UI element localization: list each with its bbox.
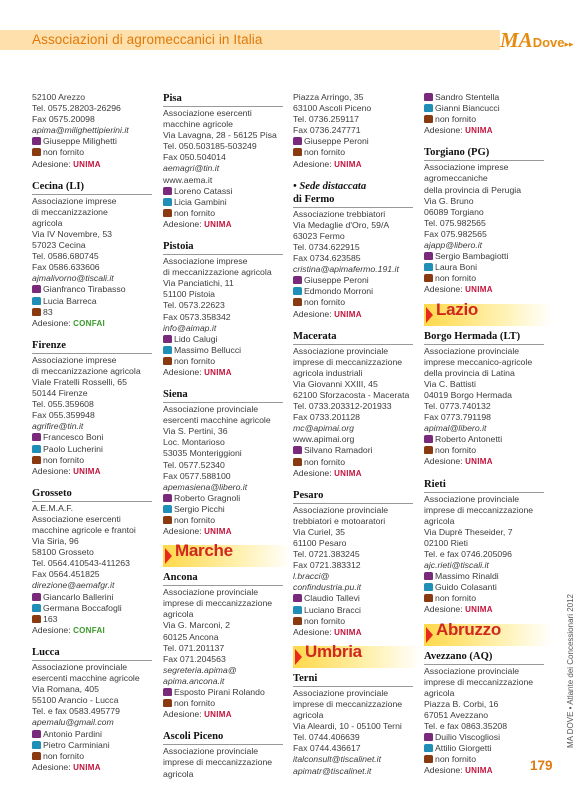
membership: Adesione: UNIMA <box>32 761 101 772</box>
president-icon <box>32 285 41 293</box>
phone-line: Tel. 0575.28203-26296 <box>32 103 121 114</box>
hectares-icon <box>163 699 172 707</box>
hectares-icon <box>424 755 433 763</box>
hectares-icon <box>32 456 41 464</box>
website-link[interactable]: www.apimai.org <box>293 434 355 445</box>
entry-heading: Macerata <box>293 330 413 345</box>
secretary-icon <box>32 297 41 305</box>
secretary-icon <box>424 104 433 112</box>
region-title: Lazio <box>436 299 478 319</box>
fax-line: Fax 0575.20098 <box>32 114 95 125</box>
president-icon <box>424 572 433 580</box>
email-link[interactable]: l.bracci@ <box>293 571 330 582</box>
secretary-icon <box>32 741 41 749</box>
email-link[interactable]: ajc.rieti@tiscali.it <box>424 560 489 571</box>
entry-heading: Pisa <box>163 92 283 107</box>
hectares-icon <box>163 209 172 217</box>
members-count: non fornito <box>43 147 85 158</box>
hectares-icon <box>293 298 302 306</box>
email-link[interactable]: apima.ancona.it <box>163 675 225 686</box>
region-banner-abruzzo <box>424 619 544 646</box>
president-icon <box>293 137 302 145</box>
email-link[interactable]: mc@apimai.org <box>293 423 354 434</box>
email-link[interactable]: segreteria.apima@ <box>163 664 237 675</box>
email-link[interactable]: confindustria.pu.it <box>293 582 362 593</box>
region-arrow-icon <box>426 627 433 643</box>
membership: Adesione: UNIMA <box>163 218 232 229</box>
membership: Adesione: UNIMA <box>424 604 493 615</box>
email-link[interactable]: ajmalivorno@tiscali.it <box>32 273 114 284</box>
president-icon <box>163 688 172 696</box>
address-line: 52100 Arezzo <box>32 92 86 102</box>
secretary-icon <box>32 445 41 453</box>
column-4: Sandro Stentella Gianni Biancucci non fornito Adesione: UNIMA Torgiano (PG) Associazione imprese agromeccaniche della provincia di Perugia Via G. Bruno 06089 Torgiano Tel. 075.982565 Fax 075.982565 ajapp@libero.it Sergio Bambagiotti Laura Boni non fornito Adesione: UNIMA Lazio Borgo Hermada (LT) Associazione provinciale imprese meccanico-agricole della provincia di Latina Via C. Battisti 04019 Borgo Hermada Tel. 0773.740132 Fax 0773.791198 apimal@libero.it Roberto Antonetti non fornito Adesione: UNIMA Rieti Associazione provinciale imprese di meccanizzazione agricola Via Duprè Theseider, 7 02100 Rieti Tel. e fax 0746.205096 ajc.rieti@tiscali.it Massimo Rinaldi Guido Colasanti non fornito Adesione: UNIMA Abruzzo Avezzano (AQ) Associazione provinciale imprese di meccanizzazione agricola Piazza B. Corbi, 16 67051 Avezzano Tel. e fax 0863.35208 Duilio Viscogliosi Attilio Giorgetti non fornito Adesione: UNIMA <box>424 92 544 777</box>
president-icon <box>293 446 302 454</box>
region-banner-umbria <box>293 641 413 668</box>
region-title: Umbria <box>305 641 362 661</box>
membership: Adesione: UNIMA <box>424 456 493 467</box>
hectares-icon <box>163 516 172 524</box>
membership: Adesione: CONFAI <box>32 317 106 328</box>
membership: Adesione: UNIMA <box>424 284 493 295</box>
email-link[interactable]: cristina@apimafermo.191.it <box>293 264 399 275</box>
region-arrow-icon <box>295 649 302 665</box>
entry-heading: Rieti <box>424 478 544 493</box>
president-icon <box>32 433 41 441</box>
membership: Adesione: UNIMA <box>163 526 232 537</box>
president-icon <box>163 335 172 343</box>
email-link[interactable]: apemalu@gmail.com <box>32 717 114 728</box>
membership: Adesione: UNIMA <box>424 765 493 776</box>
entry-heading: Ancona <box>163 571 283 586</box>
logo-arrows-icon: ▸▸ <box>564 39 574 49</box>
page-number: 179 <box>530 758 553 773</box>
hectares-icon <box>293 148 302 156</box>
hectares-icon <box>32 615 41 623</box>
entry-heading: Torgiano (PG) <box>424 146 544 161</box>
entry-heading: di Fermo <box>293 193 413 208</box>
email-link[interactable]: apimal@libero.it <box>424 423 487 434</box>
entry-heading: Borgo Hermada (LT) <box>424 330 544 345</box>
president-icon <box>424 733 433 741</box>
membership: Adesione: UNIMA <box>293 626 362 637</box>
email-link[interactable]: apimatr@tiscalinet.it <box>293 765 372 776</box>
secretary-icon <box>163 505 172 513</box>
membership: Adesione: UNIMA <box>163 709 232 720</box>
president-icon <box>293 594 302 602</box>
entry-heading: • Sede distaccata <box>293 180 367 192</box>
page-title: Associazioni di agromeccanici in Italia <box>32 32 263 47</box>
membership: Adesione: UNIMA <box>293 467 362 478</box>
president-icon <box>293 276 302 284</box>
secretary-icon <box>424 744 433 752</box>
hectares-icon <box>424 594 433 602</box>
membership: Adesione: UNIMA <box>32 158 101 169</box>
president-name: Giuseppe Milighetti <box>43 136 117 147</box>
email-link[interactable]: direzione@aemafgr.it <box>32 580 115 591</box>
email-link[interactable]: apima@milighettipierini.it <box>32 125 129 136</box>
entry-heading: Firenze <box>32 339 152 354</box>
membership: Adesione: UNIMA <box>424 125 493 136</box>
logo-ma: MA <box>500 28 533 52</box>
entry-heading: Pistoia <box>163 240 283 255</box>
column-2: Pisa Associazione esercenti macchine agricole Via Lavagna, 28 - 56125 Pisa Tel. 050.503185-503249 Fax 050.504014 aemagri@tin.it www.aema.it Loreno Catassi Licia Gambini non fornito Adesione: UNIMA Pistoia Associazione imprese di meccanizzazione agricola Via Panciatichi, 11 51100 Pistoia Tel. 0573.22623 Fax 0573.358342 info@aimap.it Lido Calugi Massimo Bellucci non fornito Adesione: UNIMA Siena Associazione provinciale esercenti macchine agricole Via S. Pertini, 36 Loc. Montarioso 53035 Monteriggioni Tel. 0577.52340 Fax 0577.588100 apemasiena@libero.it Roberto Gragnoli Sergio Picchi non fornito Adesione: UNIMA Marche Ancona Associazione provinciale imprese di meccanizzazione agricola Via G. Marconi, 2 60125 Ancona Tel. 071.201137 Fax 071.204563 segreteria.apima@ apima.ancona.it Esposto Pirani Rolando non fornito Adesione: UNIMA Ascoli Piceno Associazione provinciale imprese di meccanizzazione agricola <box>163 92 283 780</box>
president-icon <box>163 187 172 195</box>
secretary-icon <box>293 606 302 614</box>
side-caption: MA DOVE • Atlante dei Concessionari 2012 <box>566 594 575 748</box>
hectares-icon <box>293 617 302 625</box>
secretary-icon <box>424 583 433 591</box>
entry-heading: Avezzano (AQ) <box>424 650 544 665</box>
entry-heading: Lucca <box>32 646 152 661</box>
logo-dove: Dove <box>532 35 565 50</box>
secretary-icon <box>32 604 41 612</box>
membership: Adesione: UNIMA <box>293 158 362 169</box>
region-banner-marche <box>163 541 283 567</box>
secretary-icon <box>163 346 172 354</box>
membership: Adesione: CONFAI <box>32 624 106 635</box>
president-icon <box>424 252 433 260</box>
president-icon <box>32 137 41 145</box>
hectares-icon <box>293 458 302 466</box>
email-link[interactable]: apemasiena@libero.it <box>163 481 248 492</box>
region-banner-lazio <box>424 299 544 326</box>
entry-heading: Grosseto <box>32 487 152 502</box>
entry-heading: Terni <box>293 672 413 687</box>
region-arrow-icon <box>165 548 172 564</box>
region-arrow-icon <box>426 307 433 323</box>
entry-heading: Cecina (LI) <box>32 180 152 195</box>
madove-logo <box>500 28 574 52</box>
hectares-icon <box>32 308 41 316</box>
region-title: Marche <box>175 541 233 561</box>
website-link[interactable]: www.aema.it <box>163 174 213 185</box>
president-icon <box>32 730 41 738</box>
hectares-icon <box>32 148 41 156</box>
entry-heading: Siena <box>163 388 283 403</box>
entry-heading: Ascoli Piceno <box>163 730 283 745</box>
email-link[interactable]: agrifire@tin.it <box>32 421 84 432</box>
president-icon <box>163 494 172 502</box>
hectares-icon <box>424 274 433 282</box>
hectares-icon <box>32 752 41 760</box>
hectares-icon <box>163 357 172 365</box>
email-link[interactable]: info@aimap.it <box>163 322 217 333</box>
hectares-icon <box>424 446 433 454</box>
hectares-icon <box>424 115 433 123</box>
email-link[interactable]: italconsult@tiscalinet.it <box>293 754 382 765</box>
region-title: Abruzzo <box>436 619 501 639</box>
entry-heading: Pesaro <box>293 489 413 504</box>
email-link[interactable]: aemagri@tin.it <box>163 163 220 174</box>
membership: Adesione: UNIMA <box>293 308 362 319</box>
page-header <box>0 30 588 54</box>
president-icon <box>424 93 433 101</box>
secretary-icon <box>293 287 302 295</box>
secretary-icon <box>424 263 433 271</box>
president-icon <box>424 435 433 443</box>
email-link[interactable]: ajapp@libero.it <box>424 240 483 251</box>
secretary-icon <box>163 198 172 206</box>
column-1: 52100 Arezzo Tel. 0575.28203-26296 Fax 0575.20098 apima@milighettipierini.it Giuseppe Milighetti non fornito Adesione: UNIMA Cecina (LI) Associazione imprese di meccanizzazione agricola Via IV Novembre, 53 57023 Cecina Tel. 0586.680745 Fax 0586.633606 ajmalivorno@tiscali.it Gianfranco Tirabasso Lucia Barreca 83 Adesione: CONFAI Firenze Associazione imprese di meccanizzazione agricola Viale Fratelli Rosselli, 65 50144 Firenze Tel. 055.359608 Fax 055.359948 agrifire@tin.it Francesco Boni Paolo Lucherini non fornito Adesione: UNIMA Grosseto A.E.M.A.F. Associazione esercenti macchine agricole e frantoi Via Siria, 96 58100 Grosseto Tel. 0564.410543-411263 Fax 0564.451825 direzione@aemafgr.it Giancarlo Ballerini Germana Boccafogli 163 Adesione: CONFAI Lucca Associazione provinciale esercenti macchine agricole Via Romana, 405 55100 Arancio - Lucca Tel. e fax 0583.495779 apemalu@gmail.com Antonio Pardini Pietro Carminiani non fornito Adesione: UNIMA <box>32 92 152 773</box>
membership: Adesione: UNIMA <box>163 366 232 377</box>
president-icon <box>32 593 41 601</box>
column-3: Piazza Arringo, 35 63100 Ascoli Piceno Tel. 0736.259117 Fax 0736.247771 Giuseppe Peroni non fornito Adesione: UNIMA • Sede distaccata di Fermo Associazione trebbiatori Via Medaglie d'Oro, 59/A 63023 Fermo Tel. 0734.622915 Fax 0734.623585 cristina@apimafermo.191.it Giuseppe Peroni Edmondo Morroni non fornito Adesione: UNIMA Macerata Associazione provinciale imprese di meccanizzazione agricola industriali Via Giovanni XXIII, 45 62100 Sforzacosta - Macerata Tel. 0733.203312-201933 Fax 0733.201128 mc@apimai.org www.apimai.org Silvano Ramadori non fornito Adesione: UNIMA Pesaro Associazione provinciale trebbiatori e motoaratori Via Curiel, 35 61100 Pesaro Tel. 0721.383245 Fax 0721.383312 l.bracci@ confindustria.pu.it Claudio Tallevi Luciano Bracci non fornito Adesione: UNIMA Umbria Terni Associazione provinciale imprese di meccanizzazione agricola Via Aleardi, 10 - 05100 Terni Tel. 0744.406639 Fax 0744.436617 italconsult@tiscalinet.it apimatr@tiscalinet.it <box>293 92 413 777</box>
membership: Adesione: UNIMA <box>32 465 101 476</box>
